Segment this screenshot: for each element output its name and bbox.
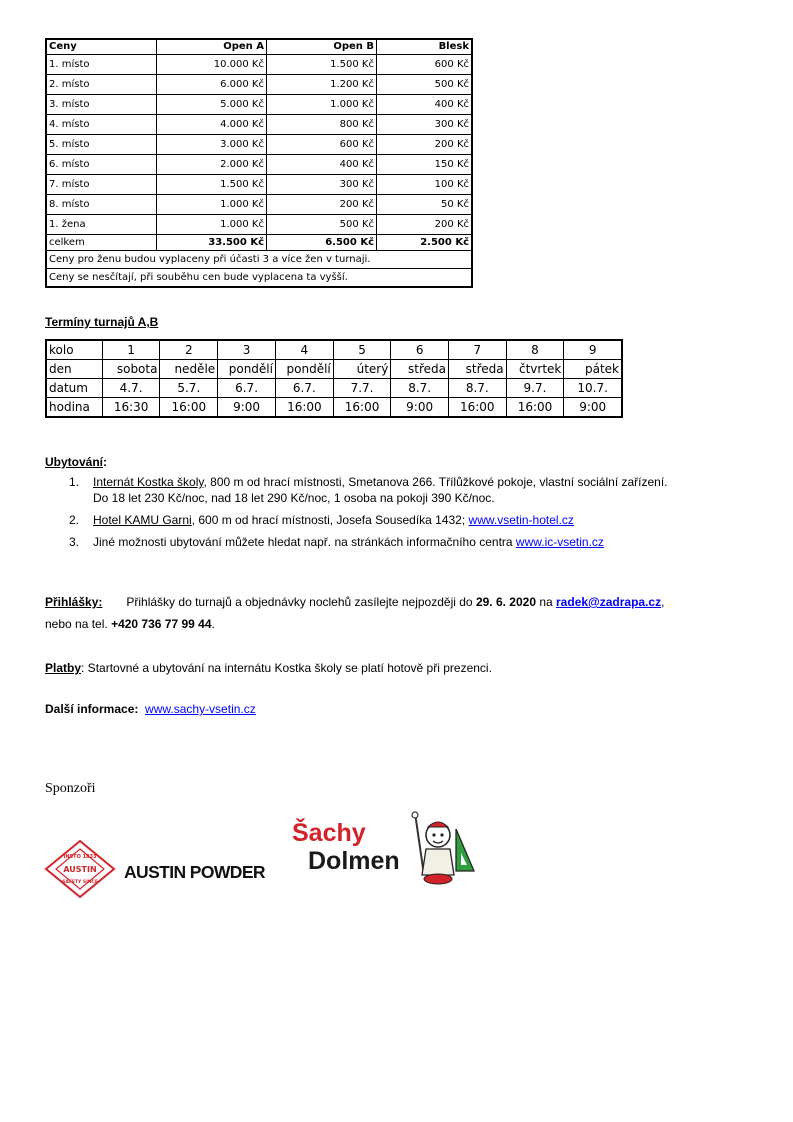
table-cell: 200 Kč — [377, 215, 473, 235]
accommodation-heading — [45, 454, 107, 470]
schedule-title: Termíny turnajů A,B — [45, 315, 159, 329]
payment-heading: Platby — [45, 661, 82, 675]
table-cell: 8. místo — [46, 195, 157, 215]
schedule-cell: 6.7. — [218, 379, 276, 398]
table-cell: 1.000 Kč — [157, 195, 267, 215]
schedule-cell: 2 — [160, 340, 218, 360]
schedule-cell: pondělí — [218, 360, 276, 379]
schedule-cell: 9:00 — [218, 398, 276, 418]
schedule-cell: 5 — [333, 340, 391, 360]
schedule-table — [45, 339, 623, 418]
accommodation-name: Internát Kostka školy — [93, 475, 204, 489]
table-cell: 300 Kč — [267, 175, 377, 195]
schedule-cell: čtvrtek — [506, 360, 564, 379]
table-cell: 4. místo — [46, 115, 157, 135]
table-cell: 1. místo — [46, 55, 157, 75]
accommodation-list — [45, 474, 765, 556]
dolmen-line2: Dolmen — [308, 847, 400, 875]
table-cell: 2.500 Kč — [377, 235, 473, 251]
table-note: Ceny pro ženu budou vyplaceny při účasti 3 a více žen v turnaji. — [46, 251, 472, 269]
schedule-cell: pátek — [564, 360, 622, 379]
table-cell: 3. místo — [46, 95, 157, 115]
schedule-row-label: den — [46, 360, 102, 379]
table-cell: 4.000 Kč — [157, 115, 267, 135]
schedule-cell: 16:00 — [160, 398, 218, 418]
mascot-icon — [412, 812, 474, 884]
list-item — [45, 534, 765, 550]
table-cell: 400 Kč — [377, 95, 473, 115]
application-comma: , — [661, 595, 665, 609]
austin-powder-name: AUSTIN POWDER — [124, 862, 265, 882]
table-row — [46, 75, 472, 95]
hotel-link[interactable]: www.vsetin-hotel.cz — [468, 513, 574, 527]
schedule-cell: 1 — [102, 340, 160, 360]
accommodation-heading-colon: : — [103, 455, 108, 469]
email-link[interactable]: radek@zadrapa.cz — [556, 595, 662, 609]
list-item — [45, 512, 765, 528]
table-row — [46, 55, 472, 75]
schedule-cell: pondělí — [275, 360, 333, 379]
table-cell: 600 Kč — [377, 55, 473, 75]
austin-seal-bottom: SAFETY SINCE — [62, 880, 98, 885]
schedule-cell: středa — [448, 360, 506, 379]
list-number: 3. — [69, 535, 80, 549]
schedule-row — [46, 360, 622, 379]
table-cell: 10.000 Kč — [157, 55, 267, 75]
table-cell: Ceny — [46, 39, 157, 55]
table-cell: 1.200 Kč — [267, 75, 377, 95]
table-row — [46, 175, 472, 195]
schedule-cell: 4.7. — [102, 379, 160, 398]
schedule-row — [46, 379, 622, 398]
table-cell: 5. místo — [46, 135, 157, 155]
phone-prefix: nebo na tel. — [45, 617, 112, 631]
table-cell: 7. místo — [46, 175, 157, 195]
table-row — [46, 215, 472, 235]
table-cell: 2.000 Kč — [157, 155, 267, 175]
table-cell: 3.000 Kč — [157, 135, 267, 155]
schedule-cell: 10.7. — [564, 379, 622, 398]
schedule-cell: 6 — [391, 340, 449, 360]
schedule-cell: 8.7. — [448, 379, 506, 398]
schedule-cell: 16:00 — [448, 398, 506, 418]
austin-seal-center: AUSTIN — [63, 865, 97, 874]
payment-section — [45, 660, 492, 676]
table-cell: 1.000 Kč — [157, 215, 267, 235]
table-row — [46, 195, 472, 215]
schedule-cell: sobota — [102, 360, 160, 379]
table-cell: 200 Kč — [267, 195, 377, 215]
application-period: . — [211, 617, 215, 631]
table-row — [46, 155, 472, 175]
info-section — [45, 701, 256, 717]
schedule-cell: 4 — [275, 340, 333, 360]
schedule-row — [46, 398, 622, 418]
table-cell: 2. místo — [46, 75, 157, 95]
schedule-cell: 7 — [448, 340, 506, 360]
sponsors-heading: Sponzoři — [45, 781, 96, 796]
application-section — [45, 591, 760, 635]
table-cell: 1.000 Kč — [267, 95, 377, 115]
table-cell: 1. žena — [46, 215, 157, 235]
table-cell: 600 Kč — [267, 135, 377, 155]
schedule-cell: středa — [391, 360, 449, 379]
table-cell: celkem — [46, 235, 157, 251]
table-row — [46, 235, 472, 251]
accommodation-prices: Do 18 let 230 Kč/noc, nad 18 let 290 Kč/noc, 1 osoba na pokoji 390 Kč/noc. — [93, 491, 495, 505]
table-cell: 300 Kč — [377, 115, 473, 135]
accommodation-text: , 800 m od hrací místnosti, Smetanova 266. Třílůžkové pokoje, vlastní sociální zařízení. — [203, 475, 668, 489]
accommodation-name: Hotel KAMU Garni — [93, 513, 192, 527]
website-link[interactable]: www.sachy-vsetin.cz — [145, 702, 256, 716]
schedule-cell: 16:00 — [506, 398, 564, 418]
table-cell: 800 Kč — [267, 115, 377, 135]
table-cell: 1.500 Kč — [267, 55, 377, 75]
application-na: na — [536, 595, 557, 609]
phone-number: +420 736 77 99 44 — [111, 617, 212, 631]
table-cell: 33.500 Kč — [157, 235, 267, 251]
table-row — [46, 39, 472, 55]
table-row — [46, 95, 472, 115]
schedule-cell: 9 — [564, 340, 622, 360]
table-row — [46, 135, 472, 155]
table-note-row — [46, 251, 472, 269]
schedule-row — [46, 340, 622, 360]
table-cell: 400 Kč — [267, 155, 377, 175]
table-note: Ceny se nesčítají, při souběhu cen bude vyplacena ta vyšší. — [46, 269, 472, 288]
schedule-cell: 3 — [218, 340, 276, 360]
schedule-cell: 5.7. — [160, 379, 218, 398]
sachy-dolmen-logo — [290, 805, 490, 885]
list-item — [45, 474, 765, 506]
schedule-cell: 16:00 — [333, 398, 391, 418]
schedule-cell: 9:00 — [564, 398, 622, 418]
table-cell: Blesk — [377, 39, 473, 55]
schedule-cell: 6.7. — [275, 379, 333, 398]
accommodation-text: Jiné možnosti ubytování můžete hledat např. na stránkách informačního centra — [93, 535, 516, 549]
info-center-link[interactable]: www.ic-vsetin.cz — [515, 535, 604, 549]
table-cell: 500 Kč — [377, 75, 473, 95]
table-cell: 1.500 Kč — [157, 175, 267, 195]
schedule-row-label: datum — [46, 379, 102, 398]
austin-seal-top: INSTO 1833 — [63, 854, 97, 860]
accommodation-heading-label: Ubytování — [45, 455, 104, 469]
table-cell: 500 Kč — [267, 215, 377, 235]
application-text: Přihlášky do turnajů a objednávky noclehů zasílejte nejpozději do — [126, 595, 476, 609]
table-note-row — [46, 269, 472, 288]
table-cell: 6.000 Kč — [157, 75, 267, 95]
application-heading: Přihlášky: — [45, 595, 103, 609]
table-cell: Open B — [267, 39, 377, 55]
list-number: 2. — [69, 513, 80, 527]
schedule-cell: neděle — [160, 360, 218, 379]
table-cell: 100 Kč — [377, 175, 473, 195]
schedule-row-label: hodina — [46, 398, 102, 418]
schedule-cell: 9:00 — [391, 398, 449, 418]
table-cell: Open A — [157, 39, 267, 55]
schedule-row-label: kolo — [46, 340, 102, 360]
schedule-cell: 8 — [506, 340, 564, 360]
austin-powder-logo — [44, 838, 279, 900]
table-cell: 6.500 Kč — [267, 235, 377, 251]
accommodation-text: , 600 m od hrací místnosti, Josefa Sousedíka 1432; — [191, 513, 469, 527]
schedule-cell: úterý — [333, 360, 391, 379]
table-cell: 200 Kč — [377, 135, 473, 155]
table-cell: 6. místo — [46, 155, 157, 175]
schedule-cell: 16:30 — [102, 398, 160, 418]
dolmen-line1: Šachy — [292, 819, 366, 847]
prize-table — [45, 38, 473, 288]
table-row — [46, 115, 472, 135]
payment-text: : Startovné a ubytování na internátu Kostka školy se platí hotově při prezenci. — [81, 661, 492, 675]
schedule-cell: 8.7. — [391, 379, 449, 398]
table-cell: 150 Kč — [377, 155, 473, 175]
application-deadline: 29. 6. 2020 — [475, 595, 536, 609]
info-heading: Další informace: — [45, 702, 139, 716]
schedule-cell: 16:00 — [275, 398, 333, 418]
table-cell: 5.000 Kč — [157, 95, 267, 115]
schedule-cell: 9.7. — [506, 379, 564, 398]
list-number: 1. — [69, 475, 80, 489]
schedule-cell: 7.7. — [333, 379, 391, 398]
table-cell: 50 Kč — [377, 195, 473, 215]
